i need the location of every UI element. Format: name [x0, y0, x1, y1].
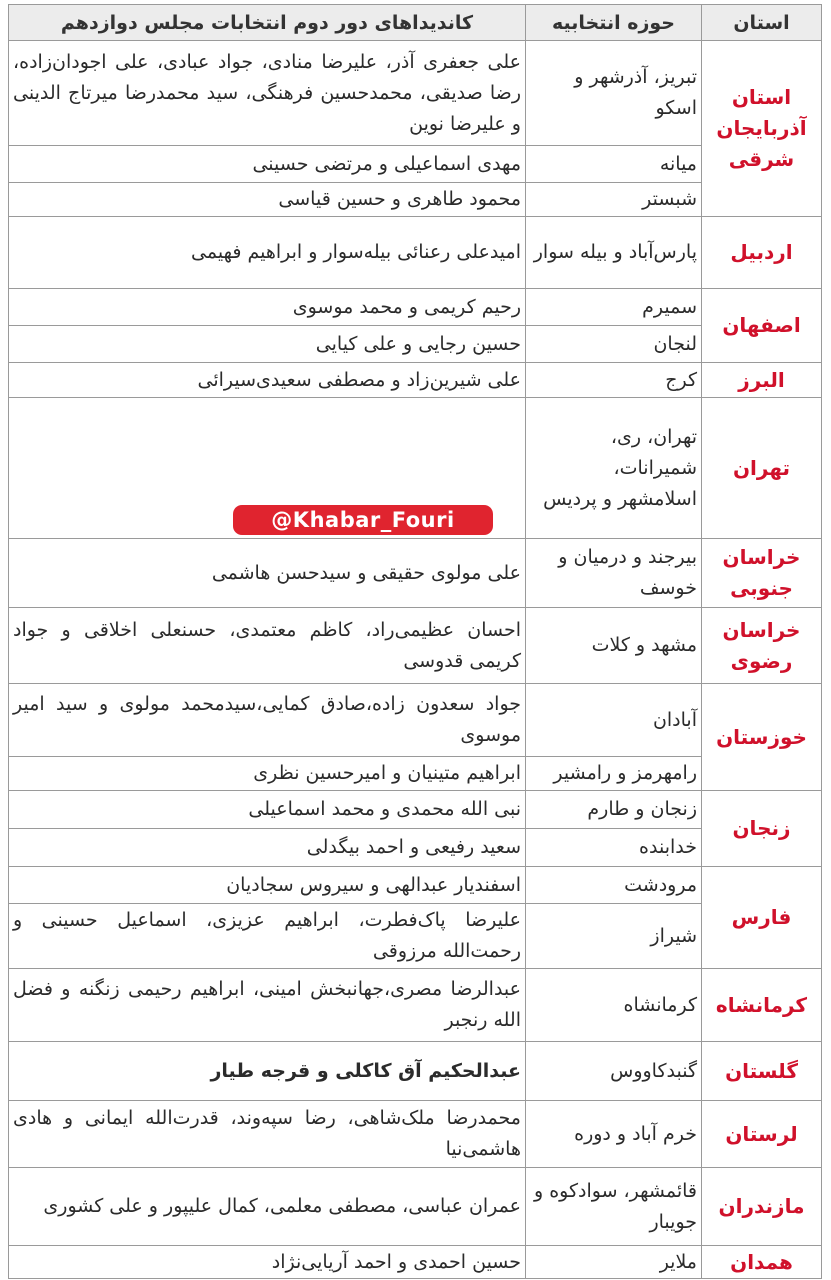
header-province: استان	[701, 4, 822, 41]
candidates-cell-text: احسان عظیمی‌راد، کاظم معتمدی، حسنعلی اخلاقی و جواد کریمی قدوسی	[13, 618, 521, 672]
district-cell	[525, 903, 702, 969]
district-cell-text: شیراز	[650, 924, 697, 947]
district-cell-text: خدابنده	[639, 836, 697, 858]
district-cell-text: تهران، ری، شمیرانات، اسلامشهر و پردیس	[543, 425, 697, 510]
province-cell-text: مازندران	[718, 1194, 805, 1218]
province-cell-text: استان آذربایجان شرقی	[716, 85, 807, 171]
district-cell-text: میانه	[659, 152, 697, 175]
district-cell	[525, 40, 702, 146]
district-cell	[525, 325, 702, 363]
candidates-cell-text: عبدالحکیم آق کاکلی و قرجه طیار	[210, 1059, 521, 1082]
district-cell-text: کرج	[665, 368, 697, 391]
candidates-cell	[8, 1245, 526, 1279]
candidates-cell-text: علی شیرین‌زاد و مصطفی سعیدی‌سیرائی	[197, 368, 521, 391]
candidates-cell	[8, 1041, 526, 1101]
header-candidates: کاندیداهای دور دوم انتخابات مجلس دوازدهم	[8, 4, 526, 41]
district-cell-text: زنجان و طارم	[587, 798, 697, 820]
district-cell-text: شبستر	[642, 188, 697, 210]
candidates-cell-text: حسین احمدی و احمد آریایی‌نژاد	[271, 1250, 521, 1273]
province-cell-text: فارس	[731, 905, 792, 929]
province-cell-text: زنجان	[732, 816, 791, 840]
province-cell	[701, 362, 822, 398]
candidates-cell-text: امیدعلی رعنائی بیله‌سوار و ابراهیم فهیمی	[191, 241, 521, 263]
district-cell-text: آبادان	[652, 708, 697, 731]
candidates-cell	[8, 1100, 526, 1168]
district-cell	[525, 538, 702, 608]
province-cell-text: خراسان رضوی	[722, 617, 801, 673]
candidates-cell	[8, 828, 526, 867]
province-cell-text: خوزستان	[716, 724, 807, 749]
candidates-cell-text: عمران عباسی، مصطفی معلمی، کمال علیپور و علی کشوری	[43, 1195, 521, 1217]
province-cell	[701, 683, 822, 791]
province-cell	[701, 40, 822, 217]
candidates-cell	[8, 756, 526, 791]
candidates-cell	[8, 968, 526, 1042]
district-cell	[525, 216, 702, 289]
province-cell-text: تهران	[732, 455, 791, 480]
candidates-cell	[8, 216, 526, 289]
candidates-cell	[8, 362, 526, 398]
district-cell	[525, 1245, 702, 1279]
candidates-cell	[8, 607, 526, 684]
district-cell-text: سمیرم	[642, 295, 697, 318]
district-cell	[525, 1100, 702, 1168]
district-cell-text: تبریز، آذرشهر و اسکو	[574, 66, 697, 119]
district-cell	[525, 790, 702, 829]
candidates-cell-text: علیرضا پاک‌فطرت، ابراهیم عزیزی، اسماعیل حسینی و رحمت‌الله مرزوقی	[13, 909, 521, 962]
candidates-cell-text: نبی الله محمدی و محمد اسماعیلی	[248, 798, 521, 820]
candidates-cell-text: رحیم کریمی و محمد موسوی	[292, 295, 521, 318]
district-cell-text: مشهد و کلات	[591, 634, 697, 656]
candidates-cell	[8, 288, 526, 326]
province-cell-text: لرستان	[725, 1121, 798, 1146]
header-district: حوزه انتخابیه	[525, 4, 702, 41]
province-cell	[701, 1167, 822, 1246]
candidates-cell-text: علی جعفری آذر، علیرضا منادی، جواد عبادی، علی اجودان‌زاده، رضا صدیقی، محمدحسین فرهنگی، سید محمدرضا میرتاج الدینی و علیرضا نوین	[13, 50, 521, 135]
district-cell	[525, 756, 702, 791]
province-cell-text: البرز	[738, 367, 785, 392]
candidates-cell-text: حسین رجایی و علی کیایی	[315, 332, 521, 355]
candidates-cell-text: ابراهیم متینیان و امیرحسین نظری	[253, 762, 521, 784]
candidates-cell-text: علی مولوی حقیقی و سیدحسن هاشمی	[211, 561, 521, 584]
province-cell-text: اصفهان	[722, 313, 801, 337]
candidates-cell-text: محمود طاهری و حسین قیاسی	[278, 188, 521, 210]
province-cell	[701, 607, 822, 684]
province-cell	[701, 1245, 822, 1279]
candidates-cell	[8, 790, 526, 829]
candidates-cell-text: اسفندیار عبدالهی و سیروس سجادیان	[226, 873, 521, 896]
candidates-cell	[8, 182, 526, 217]
district-cell	[525, 362, 702, 398]
province-cell	[701, 1041, 822, 1101]
province-cell-text: اردبیل	[730, 240, 793, 264]
province-cell	[701, 968, 822, 1042]
province-cell	[701, 538, 822, 608]
province-cell-text: همدان	[730, 1249, 793, 1274]
district-cell-text: گنبدکاووس	[610, 1059, 697, 1082]
district-cell	[525, 397, 702, 539]
district-cell-text: مرودشت	[624, 873, 697, 896]
province-cell	[701, 288, 822, 363]
candidates-cell-text: جواد سعدون زاده،صادق کمایی،سیدمحمد مولوی و سید امیر موسوی	[13, 693, 521, 746]
province-cell-text: گلستان	[725, 1058, 798, 1083]
district-cell-text: قائمشهر، سوادکوه و جویبار	[533, 1179, 697, 1233]
watermark-badge: @Khabar_Fouri	[233, 505, 493, 535]
district-cell-text: بیرجند و درمیان و خوسف	[558, 546, 697, 599]
candidates-cell	[8, 40, 526, 146]
district-cell-text: کرمانشاه	[623, 993, 697, 1016]
province-cell	[701, 790, 822, 867]
district-cell	[525, 288, 702, 326]
candidates-cell	[8, 325, 526, 363]
province-cell	[701, 397, 822, 539]
district-cell	[525, 828, 702, 867]
candidates-cell	[8, 145, 526, 183]
candidates-cell	[8, 903, 526, 969]
district-cell	[525, 866, 702, 904]
province-cell	[701, 216, 822, 289]
district-cell	[525, 683, 702, 757]
province-cell	[701, 866, 822, 969]
district-cell	[525, 182, 702, 217]
district-cell	[525, 607, 702, 684]
district-cell	[525, 968, 702, 1042]
district-cell-text: ملایر	[659, 1250, 697, 1273]
candidates-cell-text: عبدالرضا مصری،جهانبخش امینی، ابراهیم رحیمی زنگنه و فضل الله رنجبر	[13, 978, 521, 1031]
district-cell	[525, 145, 702, 183]
district-cell-text: خرم آباد و دوره	[574, 1122, 697, 1145]
candidates-cell-text: مهدی اسماعیلی و مرتضی حسینی	[252, 152, 521, 175]
district-cell	[525, 1167, 702, 1246]
province-cell-text: کرمانشاه	[715, 992, 808, 1017]
province-cell-text: خراسان جنوبی	[722, 545, 801, 600]
district-cell	[525, 1041, 702, 1101]
candidates-cell	[8, 683, 526, 757]
district-cell-text: لنجان	[653, 332, 697, 355]
candidates-cell	[8, 1167, 526, 1246]
candidates-cell-text: محمدرضا ملک‌شاهی، رضا سپه‌وند، قدرت‌الله ایمانی و هادی هاشمی‌نیا	[13, 1107, 521, 1160]
candidates-cell-text: سعید رفیعی و احمد بیگدلی	[306, 836, 521, 858]
candidates-cell	[8, 866, 526, 904]
province-cell	[701, 1100, 822, 1168]
district-cell-text: رامهرمز و رامشیر	[553, 762, 697, 784]
district-cell-text: پارس‌آباد و بیله سوار	[533, 241, 697, 263]
candidates-cell	[8, 538, 526, 608]
